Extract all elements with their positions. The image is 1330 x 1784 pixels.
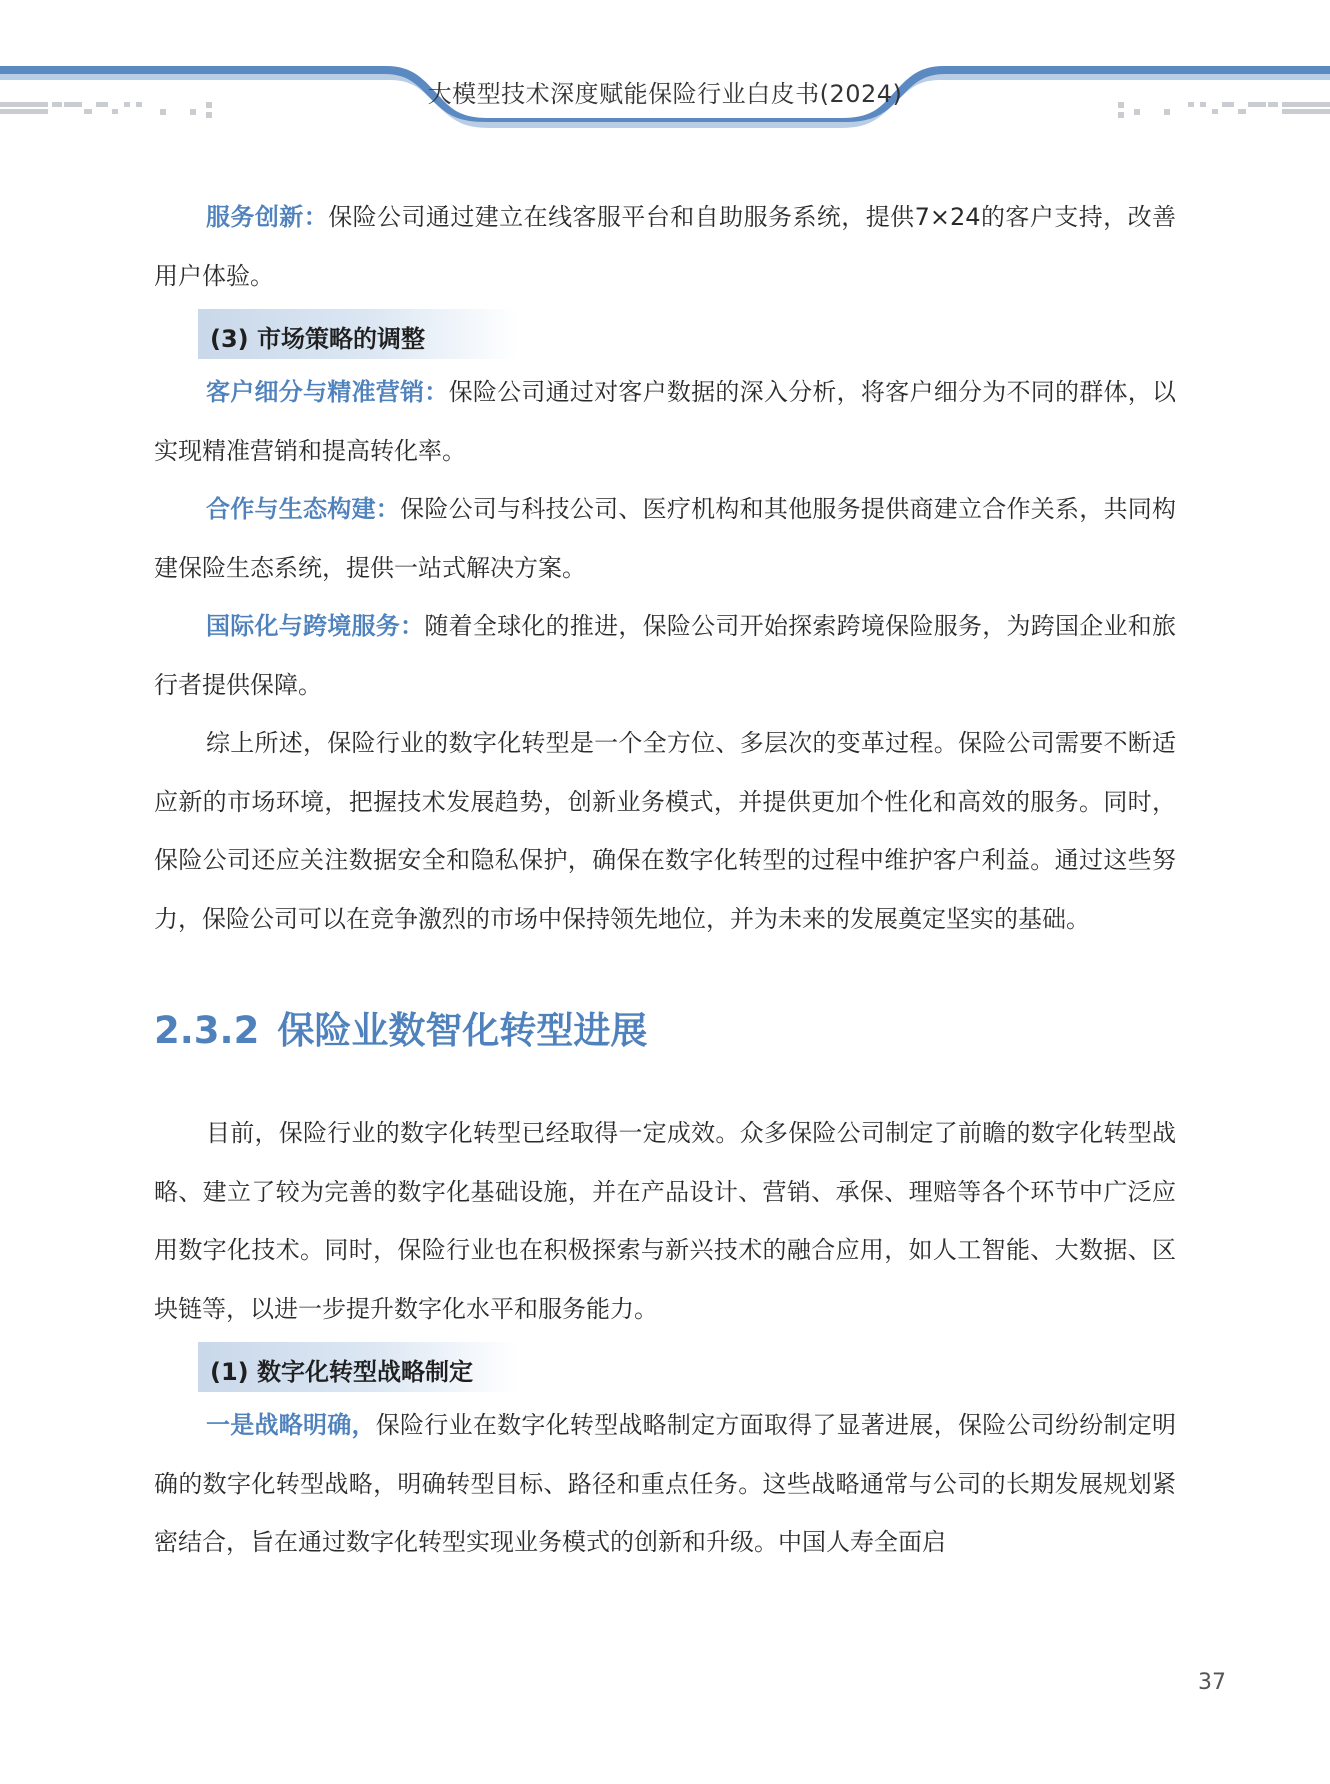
paragraph-text: 保险行业在数字化转型战略制定方面取得了显著进展，保险公司纷纷制定明确的数字化转型战略，明确转型目标、路径和重点任务。这些战略通常与公司的长期发展规划紧密结合，旨在通过数字化转型实现业务模式的创新和升级。中国人寿全面启 — [154, 1411, 1176, 1556]
paragraph-lead: 一是战略明确， — [206, 1411, 376, 1439]
paragraph-lead: 客户细分与精准营销： — [206, 378, 449, 406]
paragraph-lead: 服务创新： — [206, 203, 329, 231]
paragraph-service-innovation — [154, 188, 1176, 305]
paragraph-text: 保险公司通过建立在线客服平台和自助服务系统，提供7×24的客户支持，改善用户体验。 — [154, 203, 1177, 290]
subheading-strategy-formulation — [198, 1342, 518, 1392]
subheading-label: (1) 数字化转型战略制定 — [210, 1358, 473, 1386]
paragraph-current-progress: 目前，保险行业的数字化转型已经取得一定成效。众多保险公司制定了前瞻的数字化转型战略、建立了较为完善的数字化基础设施，并在产品设计、营销、承保、理赔等各个环节中广泛应用数字化技术。同时，保险行业也在积极探索与新兴技术的融合应用，如人工智能、大数据、区块链等，以进一步提升数字化水平和服务能力。 — [154, 1119, 1176, 1323]
page-number: 37 — [1198, 1670, 1226, 1695]
section-title: 保险业数智化转型进展 — [277, 1009, 648, 1052]
paragraph-text: 保险公司通过对客户数据的深入分析，将客户细分为不同的群体，以实现精准营销和提高转化率。 — [154, 378, 1177, 465]
header-decoration — [0, 0, 1330, 140]
section-number: 2.3.2 — [154, 1009, 260, 1052]
paragraph-summary: 综上所述，保险行业的数字化转型是一个全方位、多层次的变革过程。保险公司需要不断适应新的市场环境，把握技术发展趋势，创新业务模式，并提供更加个性化和高效的服务。同时，保险公司还应关注数据安全和隐私保护，确保在数字化转型的过程中维护客户利益。通过这些努力，保险公司可以在竞争激烈的市场中保持领先地位，并为未来的发展奠定坚实的基础。 — [154, 729, 1176, 933]
page-content — [154, 188, 1176, 1572]
paragraph-lead: 合作与生态构建： — [206, 495, 401, 523]
paragraph-internationalization — [154, 597, 1176, 714]
subheading-market-strategy — [198, 309, 518, 359]
paragraph-text: 保险公司与科技公司、医疗机构和其他服务提供商建立合作关系，共同构建保险生态系统，提供一站式解决方案。 — [154, 495, 1177, 582]
paragraph-cooperation-ecosystem — [154, 480, 1176, 597]
running-header-title: 大模型技术深度赋能保险行业白皮书(2024) — [427, 80, 903, 108]
paragraph-strategy-clear — [154, 1396, 1176, 1572]
paragraph-lead: 国际化与跨境服务： — [206, 612, 425, 640]
paragraph-customer-segmentation — [154, 363, 1176, 480]
subheading-label: (3) 市场策略的调整 — [210, 325, 425, 353]
paragraph-text: 随着全球化的推进，保险公司开始探索跨境保险服务，为跨国企业和旅行者提供保障。 — [154, 612, 1177, 699]
section-heading — [154, 1004, 1176, 1058]
